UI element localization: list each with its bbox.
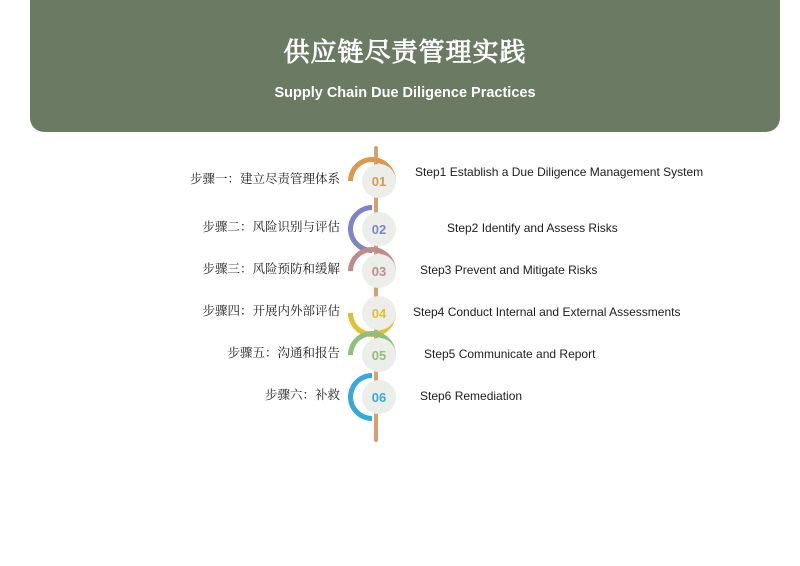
page-title: 供应链尽责管理实践 (283, 36, 527, 67)
step-number-badge-6: 06 (362, 380, 396, 414)
steps-flow (0, 140, 800, 450)
step-item-1[interactable] (0, 160, 800, 202)
step-label-cn-6: 步骤六：补救 (264, 388, 340, 402)
step-label-cn-5: 步骤五：沟通和报告 (227, 346, 340, 360)
step-label-en-6: Step6 Remediation (420, 389, 523, 403)
step-arc-1 (348, 160, 404, 202)
step-label-en-2: Step2 Identify and Assess Risks (447, 221, 618, 235)
step-item-5[interactable] (0, 334, 800, 376)
step-arc-3 (348, 250, 404, 292)
step-item-3[interactable] (0, 250, 800, 292)
step-label-en-5: Step5 Communicate and Report (424, 347, 596, 361)
step-label-cn-3: 步骤三：风险预防和缓解 (202, 262, 340, 276)
step-label-en-4: Step4 Conduct Internal and External Assessments (413, 305, 681, 319)
step-label-cn-1: 步骤一：建立尽责管理体系 (189, 172, 340, 186)
step-number-badge-3: 03 (362, 254, 396, 288)
page-subtitle: Supply Chain Due Diligence Practices (274, 84, 536, 101)
step-arc-5 (348, 334, 404, 376)
step-item-2[interactable] (0, 208, 800, 250)
header-banner (30, 0, 780, 132)
step-number-badge-2: 02 (362, 212, 396, 246)
step-arc-6 (348, 376, 404, 418)
step-number-badge-4: 04 (362, 296, 396, 330)
step-label-en-3: Step3 Prevent and Mitigate Risks (420, 263, 598, 277)
step-item-6[interactable] (0, 376, 800, 418)
step-item-4[interactable] (0, 292, 800, 334)
step-arc-2 (348, 208, 404, 250)
step-arc-4 (348, 292, 404, 334)
step-number-badge-5: 05 (362, 338, 396, 372)
step-label-en-1: Step1 Establish a Due Diligence Management System (415, 165, 704, 179)
step-label-cn-4: 步骤四：开展内外部评估 (202, 304, 340, 318)
step-number-badge-1: 01 (362, 164, 396, 198)
step-label-cn-2: 步骤二：风险识别与评估 (202, 220, 340, 234)
